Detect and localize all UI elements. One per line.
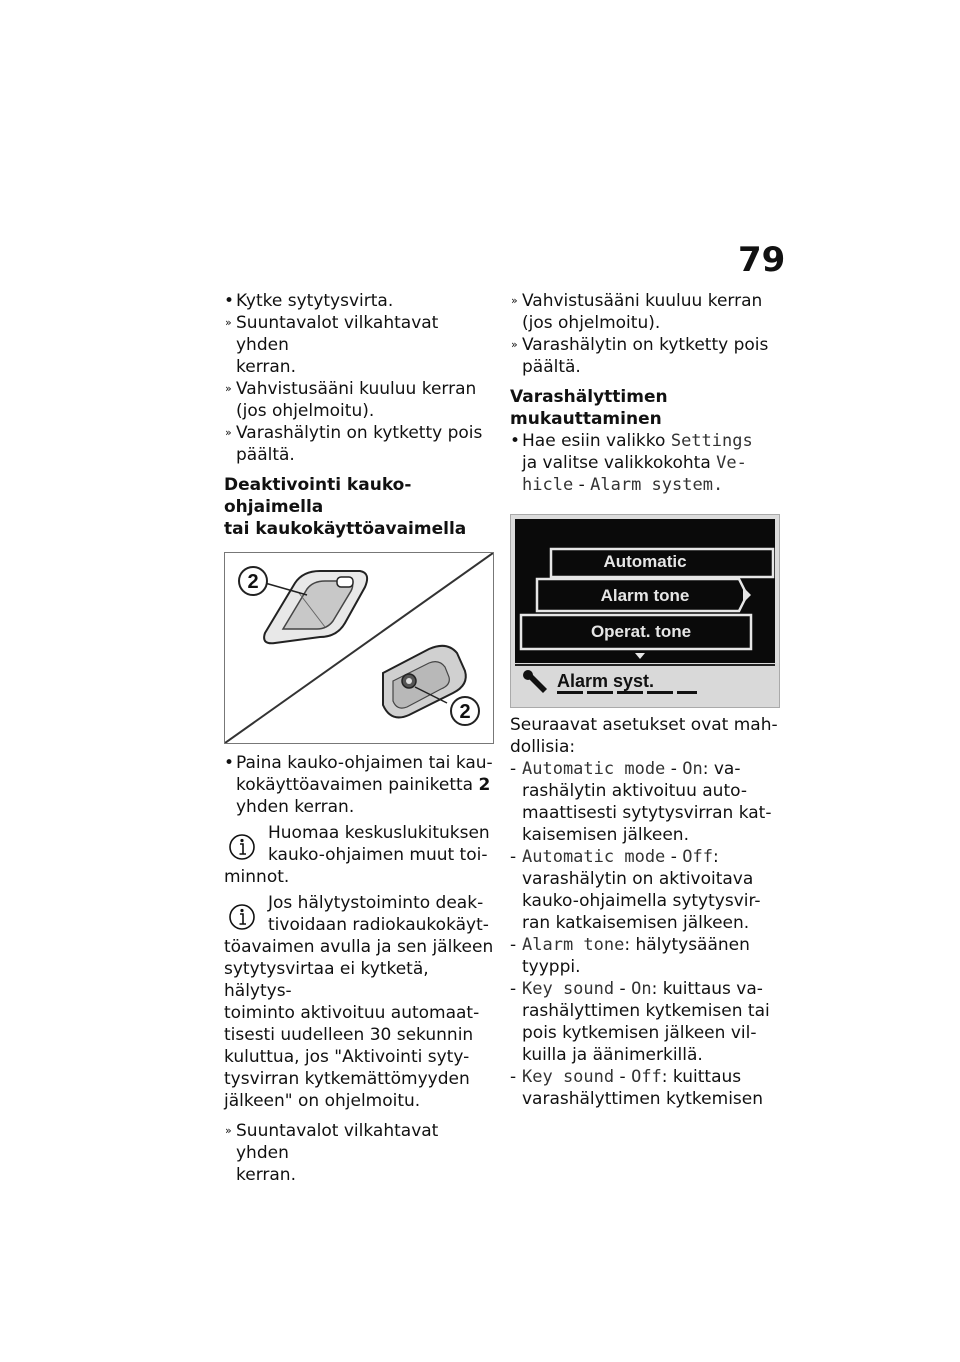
bullet-marker: • bbox=[224, 291, 235, 311]
info-icon bbox=[228, 832, 256, 862]
info-note bbox=[224, 892, 494, 1112]
result-text: Varashälytin on kytketty pois bbox=[236, 423, 483, 443]
note-text: sytytysvirtaa ei kytketä, hälytys- bbox=[224, 959, 429, 1001]
result-text: Varashälytin on kytketty pois bbox=[522, 335, 769, 355]
list-item bbox=[224, 1120, 494, 1186]
step-text-part: ja valitse valikkokohta bbox=[522, 453, 711, 473]
note-text: töavaimen avulla ja sen jälkeen bbox=[224, 937, 494, 957]
result-text: Suuntavalot vilkahtavat yhden bbox=[236, 1121, 439, 1163]
option-text: pois kytkemisen jälkeen vil- bbox=[522, 1023, 757, 1043]
page-number: 79 bbox=[738, 240, 786, 280]
intro-text: dollisia: bbox=[510, 737, 576, 757]
separator: - bbox=[665, 847, 683, 867]
option-text: tyyppi. bbox=[522, 957, 581, 977]
option-value: Off bbox=[631, 1067, 662, 1087]
heading-line: mukauttaminen bbox=[510, 409, 662, 429]
separator: - bbox=[614, 979, 632, 999]
option-text: varashälyttimen kytkemisen bbox=[522, 1089, 764, 1109]
note-text: kauko-ohjaimen muut toi- bbox=[268, 845, 488, 865]
key-illustration bbox=[225, 553, 493, 743]
result-text: kerran. bbox=[236, 357, 296, 377]
list-item bbox=[224, 422, 494, 466]
step-text bbox=[236, 774, 494, 796]
step-text bbox=[522, 474, 780, 496]
list-item bbox=[510, 846, 780, 934]
result-text: (jos ohjelmoitu). bbox=[236, 401, 375, 421]
result-marker: » bbox=[225, 1124, 232, 1137]
section-heading bbox=[224, 474, 494, 540]
option-code: Automatic mode bbox=[522, 847, 666, 867]
list-item bbox=[510, 978, 780, 1066]
menu-item-operat-tone: Operat. tone bbox=[590, 622, 692, 641]
option-text-part: : hälytysäänen bbox=[624, 935, 750, 955]
result-text: (jos ohjelmoitu). bbox=[522, 313, 661, 333]
button-reference: 2 bbox=[478, 775, 491, 795]
option-value: On bbox=[682, 759, 703, 779]
result-text: päältä. bbox=[236, 445, 295, 465]
option-text: kuilla ja äänimerkillä. bbox=[522, 1045, 703, 1065]
menu-name: hicle bbox=[522, 475, 574, 495]
list-item bbox=[510, 430, 780, 496]
option-text bbox=[522, 846, 780, 868]
note-text: kuluttua, jos "Aktivointi syty- bbox=[224, 1047, 470, 1067]
option-text: maattisesti sytytysvirran kat- bbox=[522, 803, 772, 823]
menu-footer-title: Alarm syst. bbox=[557, 671, 655, 691]
step-text bbox=[522, 452, 780, 474]
result-text: Vahvistusääni kuuluu kerran bbox=[522, 291, 763, 311]
bullet-marker: • bbox=[224, 753, 235, 773]
note-text: Huomaa keskuslukituksen bbox=[268, 823, 490, 843]
key-fob-icon bbox=[264, 571, 367, 643]
list-item bbox=[224, 290, 494, 312]
result-marker: » bbox=[511, 294, 518, 307]
menu-name: Settings bbox=[670, 431, 753, 451]
list-item bbox=[224, 752, 494, 818]
list-item bbox=[510, 290, 780, 334]
settings-intro bbox=[510, 714, 780, 758]
callout-label: 2 bbox=[459, 701, 471, 723]
callout-label: 2 bbox=[247, 571, 259, 593]
list-item bbox=[510, 934, 780, 978]
step-text: Kytke sytytysvirta. bbox=[236, 291, 394, 311]
note-text: jälkeen" on ohjelmoitu. bbox=[224, 1091, 421, 1111]
option-text bbox=[522, 934, 780, 956]
option-text bbox=[522, 1066, 780, 1088]
punctuation: . bbox=[712, 475, 724, 495]
dash-marker: - bbox=[510, 979, 517, 999]
note-text: minnot. bbox=[224, 867, 290, 887]
result-marker: » bbox=[225, 316, 232, 329]
option-text: rashälyttimen kytkemisen tai bbox=[522, 1001, 770, 1021]
menu-display bbox=[511, 515, 779, 707]
step-text bbox=[522, 430, 780, 452]
option-text: ran katkaisemisen jälkeen. bbox=[522, 913, 750, 933]
note-text: tivoidaan radiokaukokäyt- bbox=[268, 915, 489, 935]
result-text: kerran. bbox=[236, 1165, 296, 1185]
option-value: On bbox=[631, 979, 652, 999]
intro-text: Seuraavat asetukset ovat mah- bbox=[510, 715, 778, 735]
list-item bbox=[510, 1066, 780, 1110]
separator: - bbox=[573, 475, 591, 495]
dash-marker: - bbox=[510, 935, 517, 955]
result-marker: » bbox=[511, 338, 518, 351]
list-item bbox=[510, 758, 780, 846]
option-text: rashälytin aktivoituu auto- bbox=[522, 781, 747, 801]
option-text: varashälytin on aktivoitava bbox=[522, 869, 754, 889]
option-text-part: : kuittaus bbox=[661, 1067, 742, 1087]
menu-name: Ve- bbox=[716, 453, 747, 473]
menu-item-automatic: Automatic bbox=[603, 552, 687, 571]
info-icon bbox=[228, 902, 256, 932]
key-figure bbox=[224, 552, 494, 744]
note-text: toiminto aktivoituu automaat- bbox=[224, 1003, 480, 1023]
option-code: Key sound bbox=[522, 1067, 615, 1087]
note-text: tisesti uudelleen 30 sekunnin bbox=[224, 1025, 474, 1045]
option-text-part: : bbox=[712, 847, 719, 867]
bullet-marker: • bbox=[510, 431, 521, 451]
result-text: Suuntavalot vilkahtavat yhden bbox=[236, 313, 439, 355]
list-item bbox=[224, 312, 494, 378]
heading-line: Varashälyttimen bbox=[510, 387, 668, 407]
option-text: kaisemisen jälkeen. bbox=[522, 825, 689, 845]
step-text: yhden kerran. bbox=[236, 797, 355, 817]
menu-item-alarm-tone: Alarm tone bbox=[600, 586, 690, 605]
list-item bbox=[224, 378, 494, 422]
option-text: kauko-ohjaimella sytytysvir- bbox=[522, 891, 761, 911]
right-column bbox=[510, 290, 780, 1110]
option-code: Automatic mode bbox=[522, 759, 666, 779]
result-text: Vahvistusääni kuuluu kerran bbox=[236, 379, 477, 399]
dash-marker: - bbox=[510, 759, 517, 779]
info-note bbox=[224, 822, 494, 888]
option-code: Alarm tone bbox=[522, 935, 625, 955]
dash-marker: - bbox=[510, 1067, 517, 1087]
separator: - bbox=[665, 759, 683, 779]
list-item bbox=[510, 334, 780, 378]
separator: - bbox=[614, 1067, 632, 1087]
result-text: päältä. bbox=[522, 357, 581, 377]
option-value: Off bbox=[682, 847, 713, 867]
section-heading bbox=[510, 386, 780, 430]
note-text: tysvirran kytkemättömyyden bbox=[224, 1069, 470, 1089]
option-text bbox=[522, 978, 780, 1000]
tft-menu-screenshot bbox=[510, 514, 780, 708]
option-code: Key sound bbox=[522, 979, 615, 999]
option-text bbox=[522, 758, 780, 780]
left-column bbox=[224, 290, 494, 1186]
option-text-part: : va- bbox=[702, 759, 741, 779]
option-text-part: : kuittaus va- bbox=[651, 979, 763, 999]
dash-marker: - bbox=[510, 847, 517, 867]
step-text-part: kokäyttöavaimen painiketta bbox=[236, 775, 474, 795]
note-text: Jos hälytystoiminto deak- bbox=[268, 893, 484, 913]
heading-line: tai kaukokäyttöavaimella bbox=[224, 519, 467, 539]
heading-line: Deaktivointi kauko-ohjaimella bbox=[224, 475, 412, 517]
result-marker: » bbox=[225, 382, 232, 395]
menu-name: Alarm system bbox=[590, 475, 713, 495]
result-marker: » bbox=[225, 426, 232, 439]
step-text: Paina kauko-ohjaimen tai kau- bbox=[236, 753, 493, 773]
step-text-part: Hae esiin valikko bbox=[522, 431, 666, 451]
